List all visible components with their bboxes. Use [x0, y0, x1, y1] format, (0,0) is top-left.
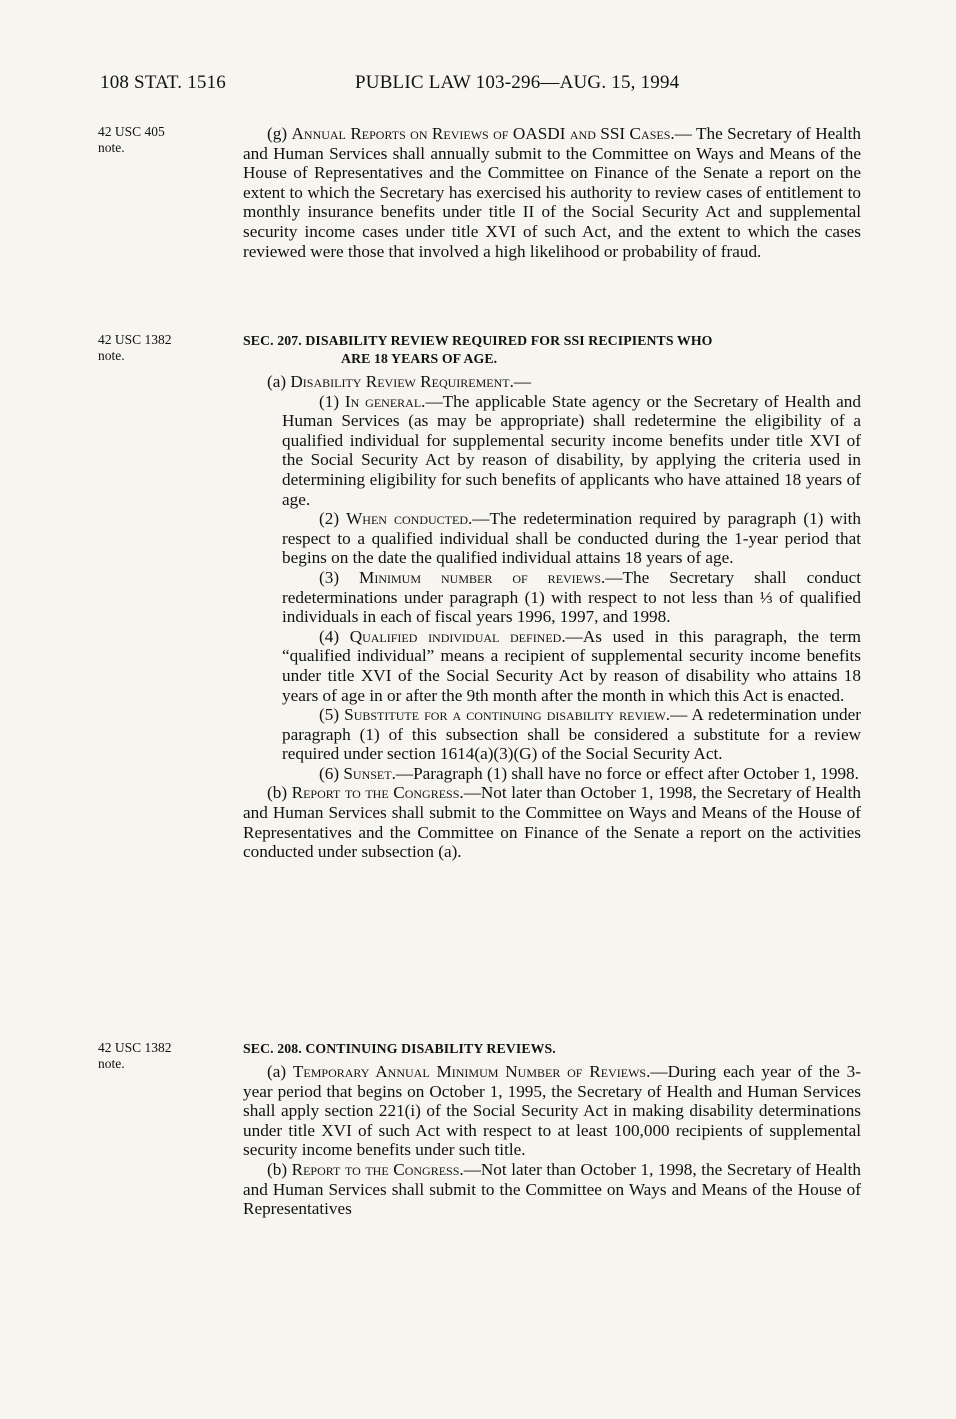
paragraph-label: (6) — [319, 763, 344, 783]
margin-note-citation: 42 USC 1382 — [98, 1040, 172, 1055]
subsection-title: Report to the Congress. — [291, 1159, 464, 1179]
subsection-title: Temporary Annual Minimum Number of Reviews. — [292, 1062, 651, 1081]
paragraph-title: Qualified individual defined. — [349, 626, 566, 646]
section-207-paragraph-4 — [243, 627, 861, 705]
margin-note-citation: 42 USC 405 — [98, 124, 165, 139]
section-208-heading-line1: SEC. 208. CONTINUING DISABILITY REVIEWS. — [243, 1041, 556, 1056]
margin-note-citation: 42 USC 1382 — [98, 332, 172, 347]
margin-note-label: note. — [98, 1056, 125, 1071]
subsection-g-label: (g) — [267, 124, 292, 143]
paragraph-title: Sunset. — [343, 763, 396, 783]
section-207-heading — [243, 332, 861, 368]
subsection-text: —Not later than October 1, 1998, the Secretary of Health and Human Services shall submit to the Committee on Ways and Means of the House of Representatives — [243, 1159, 862, 1219]
subsection-text: —Not later than October 1, 1998, the Secretary of Health and Human Services shall submit to the Committee on Ways and Means of the House of Representatives and the Committee on Finance of the Senate a report on the activities conducted under subsection (a). — [243, 783, 862, 862]
margin-note-usc-405 — [98, 124, 218, 156]
subsection-g — [243, 124, 861, 261]
paragraph-text: —The redetermination required by paragraph (1) with respect to a qualified individual shall be conducted during the 1-year period that begins on the date the qualified individual attains 18 years of age. — [282, 509, 861, 568]
section-207-heading-line1: SEC. 207. DISABILITY REVIEW REQUIRED FOR SSI RECIPIENTS WHO — [243, 333, 713, 348]
subsection-g-title: Annual Reports on Reviews of OASDI and SSI Cases. — [291, 124, 675, 143]
margin-note-label: note. — [98, 348, 125, 363]
section-207-paragraph-6 — [243, 764, 861, 784]
section-208-subsection-a — [243, 1062, 861, 1160]
section-207-heading-line2: ARE 18 YEARS OF AGE. — [341, 351, 498, 366]
margin-note-usc-1382-sec207 — [98, 332, 218, 364]
public-law-citation: PUBLIC LAW 103-296—AUG. 15, 1994 — [355, 72, 680, 93]
subsection-title: Disability Review Requirement. — [290, 372, 514, 391]
paragraph-text: — A redetermination under paragraph (1) of this subsection shall be considered a substitute for a review required under section 1614(a)(3)(G) of the Social Security Act. — [282, 705, 861, 764]
paragraph-label: (3) — [319, 567, 360, 587]
paragraph-text: —The applicable State agency or the Secretary of Health and Human Services (as may be appropriate) shall redetermine the eligibility of a qualified individual for supplemental security income benefits under title XVI of the Social Security Act by reason of disability, by applying the criteria used in determining eligibility for such benefits of applicants who have attained 18 years of age. — [282, 391, 861, 509]
section-207-paragraph-5 — [243, 705, 861, 764]
subsection-label: (b) — [267, 1159, 292, 1179]
section-207-paragraph-2 — [243, 509, 861, 568]
paragraph-title: Substitute for a continuing disability review. — [344, 705, 671, 725]
paragraph-title: When conducted. — [346, 509, 473, 529]
subsection-dash: — — [513, 372, 532, 391]
paragraph-text: —The Secretary shall conduct redeterminations under paragraph (1) with respect to not less than ⅓ of qualified individuals in each of fiscal years 1996, 1997, and 1998. — [282, 567, 861, 627]
subsection-title: Report to the Congress. — [291, 783, 464, 803]
section-207 — [243, 332, 861, 862]
section-207-subsection-b — [243, 783, 861, 861]
section-207-subsection-a — [243, 372, 861, 392]
paragraph-label: (5) — [319, 705, 345, 725]
paragraph-title: Minimum number of reviews. — [359, 567, 606, 587]
section-208-heading — [243, 1040, 861, 1058]
paragraph-label: (4) — [319, 626, 350, 646]
stat-page-number: 108 STAT. 1516 — [100, 72, 227, 93]
subsection-label: (b) — [267, 783, 292, 803]
paragraph-label: (2) — [319, 509, 347, 529]
paragraph-text: —As used in this paragraph, the term “qualified individual” means a recipient of supplemental security income benefits under title XVI of the Social Security Act by reason of disability who attains 18 years of age in or after the 9th month after the month in which this Act is enacted. — [282, 626, 861, 705]
section-207-paragraph-3 — [243, 568, 861, 627]
subsection-label: (a) — [267, 372, 291, 391]
section-207-paragraph-1 — [243, 392, 861, 510]
subsection-label: (a) — [267, 1062, 293, 1081]
subsection-text: —During each year of the 3-year period that begins on October 1, 1995, the Secretary of Health and Human Services shall apply section 221(i) of the Social Security Act in making disability determinations under title XVI of such Act with respect to at least 100,000 recipients of supplemental security income benefits under such title. — [243, 1062, 861, 1160]
section-208-subsection-b — [243, 1160, 861, 1219]
subsection-g-paragraph — [243, 124, 861, 261]
paragraph-title: In general. — [344, 391, 426, 411]
section-208 — [243, 1040, 861, 1219]
paragraph-text: —Paragraph (1) shall have no force or effect after October 1, 1998. — [395, 763, 859, 783]
margin-note-label: note. — [98, 140, 125, 155]
subsection-g-text: — The Secretary of Health and Human Services shall annually submit to the Committee on Ways and Means of the House of Representatives and the Committee on Finance of the Senate a report on the extent to which the Secretary has exercised his authority to review cases of entitlement to monthly insurance benefits under title II of the Social Security Act and supplemental security income cases under title XVI of such Act, and the extent to which the cases reviewed were those that involved a high likelihood or probability of fraud. — [243, 124, 862, 261]
margin-note-usc-1382-sec208 — [98, 1040, 218, 1072]
paragraph-label: (1) — [319, 391, 345, 411]
